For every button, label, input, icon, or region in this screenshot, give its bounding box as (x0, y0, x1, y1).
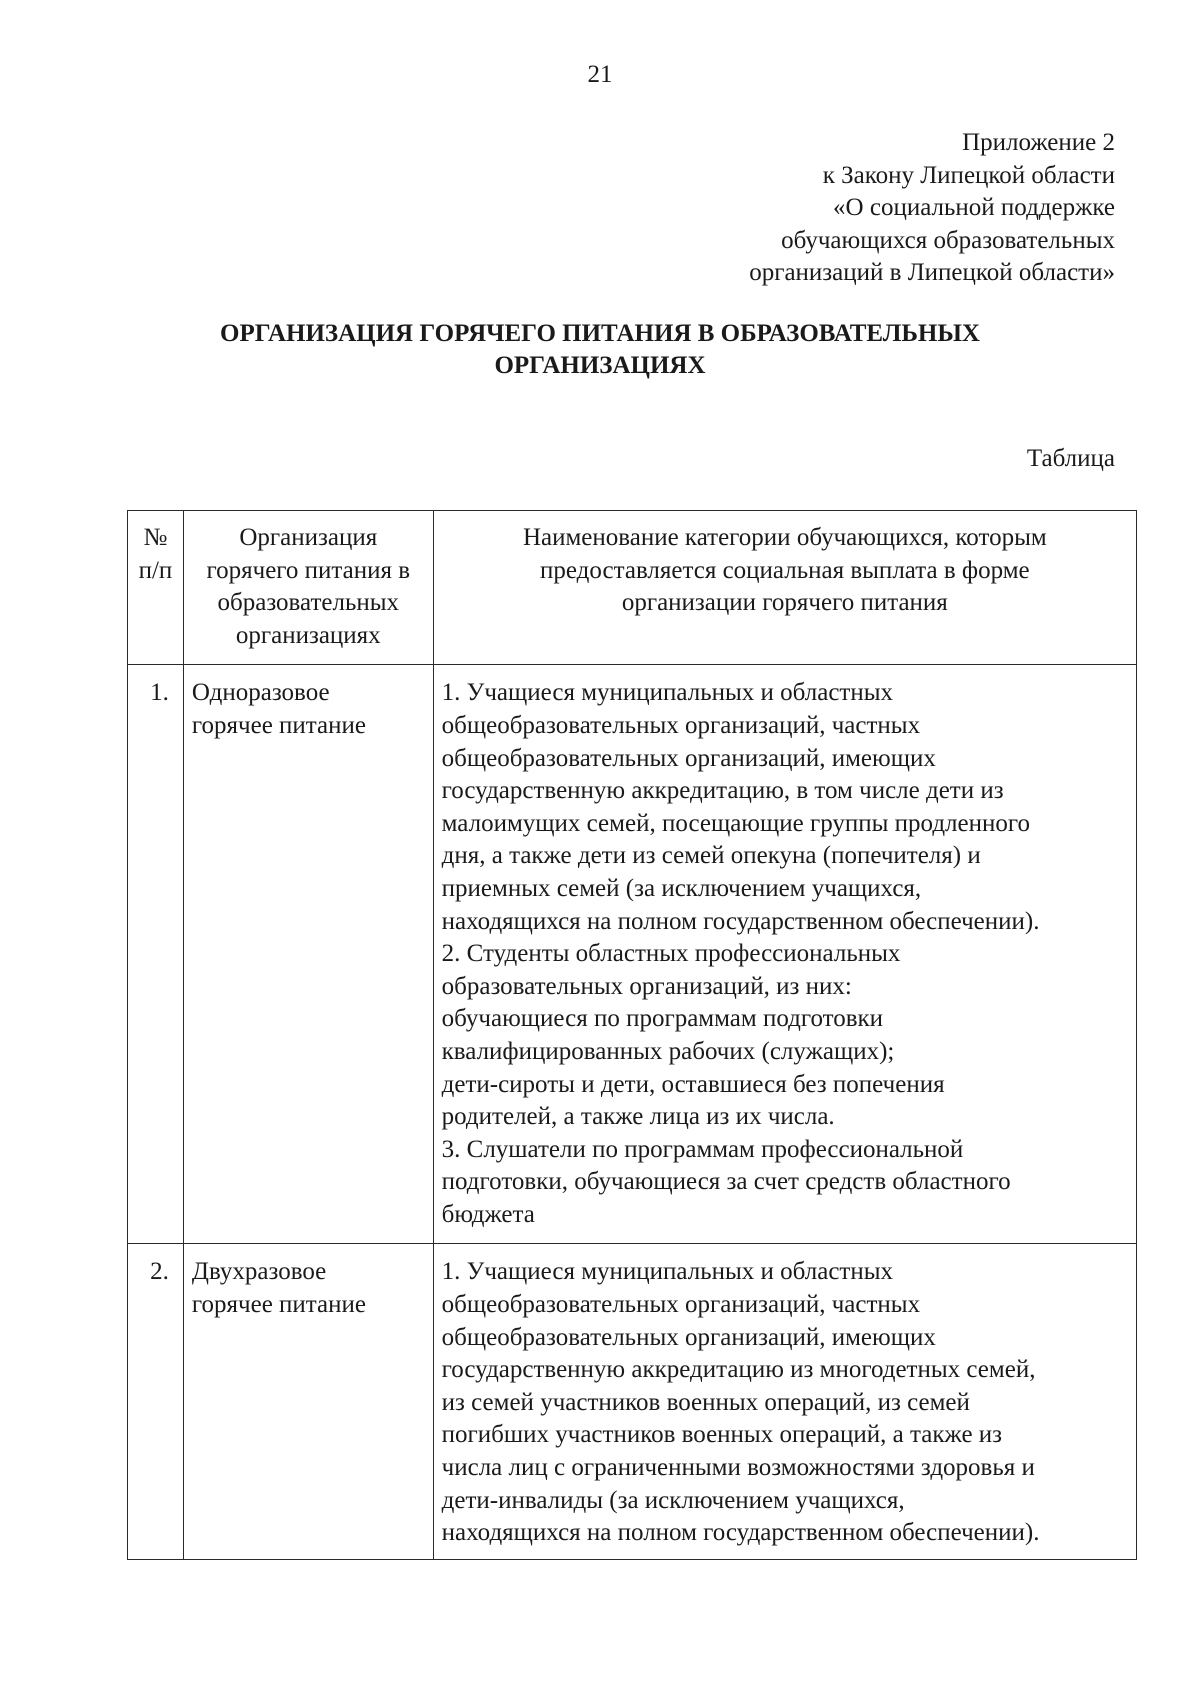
header-line: № (143, 524, 168, 551)
title-line: ОРГАНИЗАЦИЯ ГОРЯЧЕГО ПИТАНИЯ В ОБРАЗОВАТЕЛЬНЫХ (220, 320, 980, 347)
cell-line: бюджета (441, 1200, 535, 1228)
header-organization (183, 511, 433, 665)
table-row (128, 665, 1137, 1244)
cell-line: дня, а также дети из семей опекуна (попечителя) и (441, 842, 981, 870)
cell-line: малоимущих семей, посещающие группы продленного (441, 809, 1031, 837)
table-row (128, 1244, 1137, 1560)
header-line: организациях (235, 621, 381, 649)
row-number: 1. (128, 665, 184, 1244)
meal-categories-table (127, 510, 1137, 1560)
cell-line: общеобразовательных организаций, имеющих (441, 744, 936, 772)
header-category (433, 511, 1136, 665)
header-line: образовательных (217, 589, 400, 617)
cell-line: погибших участников военных операций, а также из (441, 1421, 1003, 1449)
cell-line: горячее питание (191, 711, 366, 739)
header-line: предоставляется социальная выплата в форме (540, 556, 1030, 584)
cell-line: находящихся на полном государственном обеспечении). (441, 907, 1040, 935)
table-header-row (128, 511, 1137, 665)
header-line: горячего питания в (206, 556, 411, 584)
table-label: Таблица (1026, 445, 1115, 472)
cell-line: образовательных организаций, из них: (441, 972, 852, 1000)
appendix-line: к Закону Липецкой области (822, 161, 1115, 189)
cell-line: находящихся на полном государственном обеспечении). (441, 1519, 1040, 1547)
cell-line: числа лиц с ограниченными возможностями здоровья и (441, 1453, 1035, 1481)
header-line: Наименование категории обучающихся, которым (522, 524, 1047, 551)
appendix-line: «О социальной поддержке (833, 194, 1115, 221)
header-line: Организация (239, 524, 378, 551)
cell-line: 3. Слушатели по программам профессиональной (441, 1135, 964, 1163)
appendix-line: обучающихся образовательных (781, 226, 1115, 254)
appendix-note (555, 127, 1115, 290)
cell-line: квалифицированных рабочих (служащих); (441, 1037, 895, 1065)
cell-line: подготовки, обучающиеся за счет средств областного (441, 1168, 1011, 1196)
row-category (433, 1244, 1136, 1560)
cell-line: обучающиеся по программам подготовки (441, 1005, 884, 1033)
cell-line: горячее питание (191, 1290, 366, 1318)
cell-line: общеобразовательных организаций, частных (441, 1290, 921, 1318)
cell-line: 2. Студенты областных профессиональных (441, 940, 901, 968)
row-organization (183, 1244, 433, 1560)
cell-line: общеобразовательных организаций, имеющих (441, 1323, 936, 1351)
cell-line: государственную аккредитацию из многодетных семей, (441, 1356, 1036, 1384)
cell-line: из семей участников военных операций, из семей (441, 1388, 970, 1416)
page-number: 21 (587, 61, 613, 88)
cell-line: 1. Учащиеся муниципальных и областных (441, 1258, 894, 1286)
cell-line: дети-инвалиды (за исключением учащихся, (441, 1486, 905, 1514)
header-line: п/п (138, 556, 173, 584)
appendix-line: Приложение 2 (962, 129, 1115, 156)
row-organization (183, 665, 433, 1244)
cell-line: родителей, а также лица из их числа. (441, 1103, 835, 1131)
title-line: ОРГАНИЗАЦИЯХ (494, 352, 706, 379)
cell-line: 1. Учащиеся муниципальных и областных (441, 679, 894, 707)
header-line: организации горячего питания (621, 589, 948, 617)
cell-line: приемных семей (за исключением учащихся, (441, 874, 922, 902)
cell-line: Двухразовое (191, 1258, 327, 1286)
header-number (128, 511, 184, 665)
document-title (120, 318, 1080, 382)
cell-line: государственную аккредитацию, в том числе дети из (441, 777, 1004, 805)
cell-line: общеобразовательных организаций, частных (441, 711, 921, 739)
cell-line: дети-сироты и дети, оставшиеся без попечения (441, 1070, 945, 1098)
row-category (433, 665, 1136, 1244)
appendix-line: организаций в Липецкой области» (749, 259, 1115, 286)
row-number: 2. (128, 1244, 184, 1560)
cell-line: Одноразовое (191, 679, 330, 707)
